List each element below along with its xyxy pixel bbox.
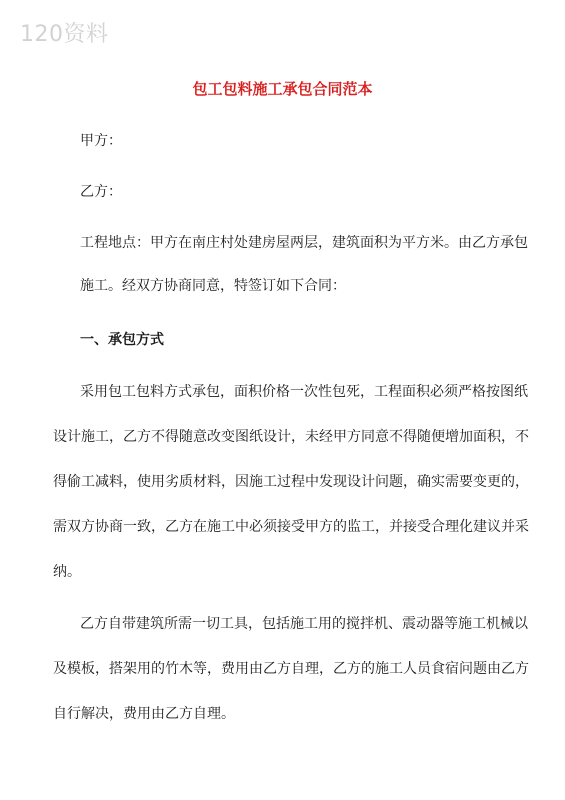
party-a-label: 甲方：	[80, 133, 122, 149]
document-title: 包工包料施工承包合同范本	[192, 80, 373, 98]
paragraph-line: 设计施工，乙方不得随意改变图纸设计，未经甲方同意不得随便增加面积，不	[53, 429, 529, 445]
paragraph-line: 得偷工减料，使用劣质材料，因施工过程中发现设计问题，确实需要变更的，	[53, 474, 529, 490]
paragraph-line: 及模板，搭架用的竹木等，费用由乙方自理，乙方的施工人员食宿问题由乙方	[53, 661, 529, 677]
intro-line: 工程地点：甲方在南庄村处建房屋两层，建筑面积为平方米。由乙方承包	[80, 235, 528, 251]
section-heading: 一、承包方式	[80, 332, 164, 348]
paragraph-line: 乙方自带建筑所需一切工具，包括施工用的搅拌机、震动器等施工机械以	[80, 616, 528, 632]
paragraph-line: 需双方协商一致，乙方在施工中必须接受甲方的监工，并接受合理化建议并采	[53, 519, 529, 535]
paragraph-line: 纳。	[53, 564, 81, 580]
paragraph-line: 采用包工包料方式承包，面积价格一次性包死，工程面积必须严格按图纸	[80, 384, 528, 400]
paragraph-line: 自行解决，费用由乙方自理。	[53, 706, 235, 722]
party-b-label: 乙方：	[80, 184, 122, 200]
watermark: 120资料	[20, 22, 109, 47]
intro-line: 施工。经双方协商同意，特签订如下合同：	[80, 278, 346, 294]
